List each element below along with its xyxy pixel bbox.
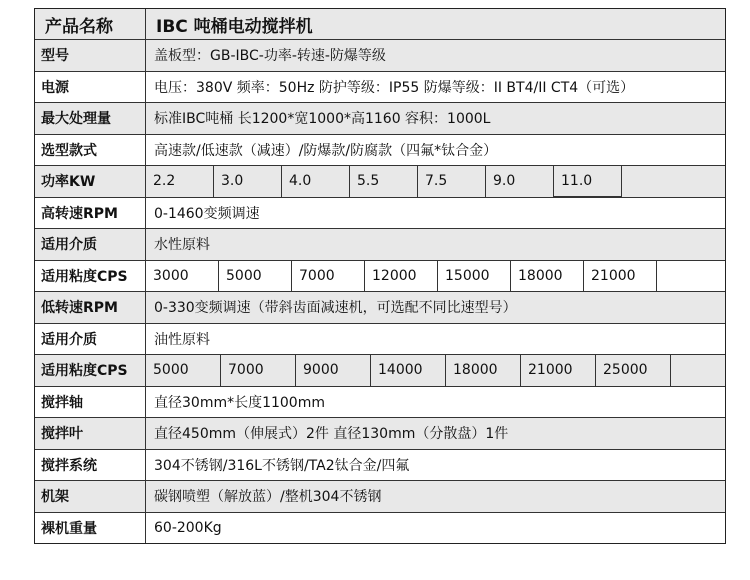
weight-label: 裸机重量 [35,513,146,544]
high-medium-value: 水性原料 [154,237,210,254]
high-viscosity-option: 21000 [584,261,657,292]
frame-row [35,480,725,512]
system-row [35,449,725,481]
model-row [35,39,725,71]
low-viscosity-option: 18000 [446,355,521,386]
power-supply-label: 电源 [35,72,146,103]
power-kw-option: 2.2 [146,166,214,197]
frame-label: 机架 [35,481,146,512]
product-name-value: IBC 吨桶电动搅拌机 [156,16,313,37]
power-kw-option: 4.0 [282,166,350,197]
high-viscosity-row [35,260,725,292]
power-kw-option: 3.0 [214,166,282,197]
power-kw-row [35,165,725,197]
power-supply-row [35,71,725,103]
shaft-label: 搅拌轴 [35,387,146,418]
blade-label: 搅拌叶 [35,418,146,449]
low-viscosity-row [35,354,725,386]
low-speed-row [35,291,725,323]
high-viscosity-values [146,261,725,292]
low-viscosity-option: 14000 [371,355,446,386]
system-label: 搅拌系统 [35,450,146,481]
power-kw-option: 5.5 [350,166,418,197]
high-medium-label: 适用介质 [35,229,146,260]
max-capacity-row [35,102,725,134]
power-kw-label: 功率KW [35,166,146,197]
low-viscosity-option: 7000 [221,355,296,386]
low-viscosity-option: 9000 [296,355,371,386]
model-label: 型号 [35,40,146,71]
high-viscosity-label: 适用粘度CPS [35,261,146,292]
shaft-row [35,386,725,418]
high-medium-row [35,228,725,260]
model-value: 盖板型：GB-IBC-功率-转速-防爆等级 [154,48,386,65]
low-viscosity-label: 适用粘度CPS [35,355,146,386]
power-kw-option: 7.5 [418,166,486,197]
high-viscosity-option: 5000 [219,261,292,292]
high-viscosity-option: 7000 [292,261,365,292]
blade-value: 直径450mm（伸展式）2件 直径130mm（分散盘）1件 [154,426,509,443]
low-viscosity-option: 25000 [596,355,671,386]
max-capacity-label: 最大处理量 [35,103,146,134]
high-viscosity-option: 12000 [365,261,438,292]
weight-value: 60-200Kg [154,519,222,536]
frame-value: 碳钢喷塑（解放蓝）/整机304不锈钢 [154,489,382,506]
power-supply-value: 电压：380V 频率：50Hz 防护等级：IP55 防爆等级：II BT4/II CT4（可选） [154,79,635,96]
blade-row [35,417,725,449]
system-value: 304不锈钢/316L不锈钢/TA2钛合金/四氟 [154,457,410,474]
high-speed-row [35,197,725,229]
high-viscosity-option: 18000 [511,261,584,292]
low-speed-label: 低转速RPM [35,292,146,323]
low-viscosity-option: 21000 [521,355,596,386]
high-viscosity-option: 15000 [438,261,511,292]
low-medium-row [35,323,725,355]
weight-row [35,512,725,544]
high-speed-value: 0-1460变频调速 [154,205,260,222]
max-capacity-value: 标准IBC吨桶 长1200*宽1000*高1160 容积：1000L [154,111,491,128]
low-medium-label: 适用介质 [35,324,146,355]
product-name-row [35,9,725,39]
spec-table [34,8,726,544]
power-kw-option: 9.0 [486,166,554,197]
high-viscosity-option: 3000 [146,261,219,292]
variants-row [35,134,725,166]
low-viscosity-option: 5000 [146,355,221,386]
low-speed-value: 0-330变频调速（带斜齿面减速机，可选配不同比速型号） [154,300,517,317]
variants-value: 高速款/低速款（减速）/防爆款/防腐款（四氟*钛合金） [154,142,498,159]
variants-label: 选型款式 [35,135,146,166]
low-medium-value: 油性原料 [154,331,210,348]
low-viscosity-values [146,355,725,386]
product-name-label: 产品名称 [35,9,146,39]
high-speed-label: 高转速RPM [35,198,146,229]
power-kw-values [146,166,725,197]
power-kw-option: 11.0 [554,166,622,197]
shaft-value: 直径30mm*长度1100mm [154,394,325,411]
